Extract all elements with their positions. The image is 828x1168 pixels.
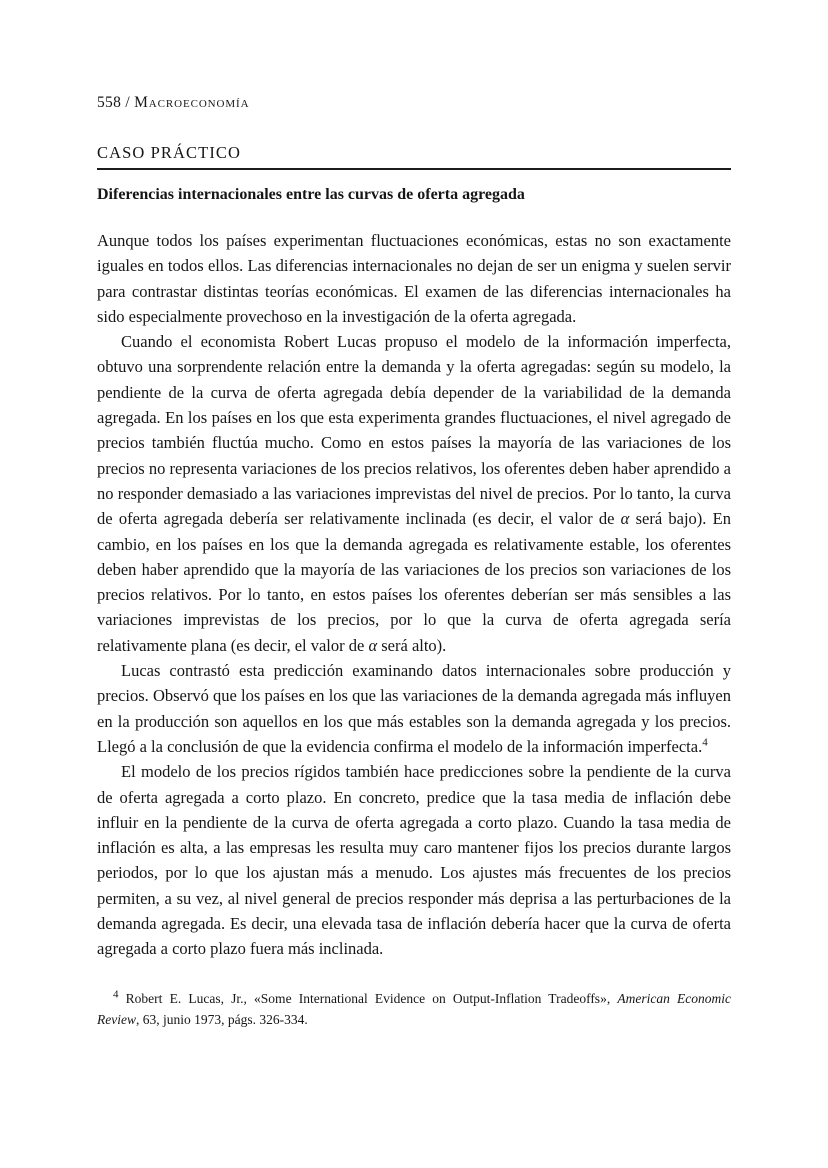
paragraph-text: Cuando el economista Robert Lucas propuso el modelo de la información imperfecta, obtuvo una sorprendente relación entre la demanda y la oferta agregadas: según su modelo, la pendiente de la curva de oferta agregada debía depender de la variabilidad de la demanda agregada. En los países en los que esta experimenta grandes fluctuaciones, el nivel agregado de precios también fluctúa mucho. Como en estos países la mayoría de las variaciones de los precios no representa variaciones de los precios relativos, los oferentes deben haber aprendido a no responder demasiado a las variaciones imprevistas del nivel de precios. Por lo tanto, la curva de oferta agregada debería ser relativamente inclinada (es decir, el valor de xyxy=(97,332,731,529)
footnote-number: 4 xyxy=(113,988,119,1001)
alpha-symbol: α xyxy=(620,509,630,529)
case-study-section xyxy=(97,144,731,962)
footnote-reference: 4 xyxy=(702,736,708,749)
running-head-separator: / xyxy=(121,94,135,111)
paragraph-text: será alto). xyxy=(377,635,447,655)
paragraph-text: Aunque todos los países experimentan fluctuaciones económicas, estas no son exactamente iguales en todos ellos. Las diferencias internacionales no dejan de ser un enigma y suelen servir para contrastar distintas teorías económicas. El examen de las diferencias internacionales ha sido especialmente provechoso en la investigación de la oferta agregada. xyxy=(97,231,731,326)
journal-title: American Economic Review xyxy=(97,990,731,1027)
footnote-citation: Robert E. Lucas, Jr., «Some International Evidence on Output-Inflation Tradeoffs», xyxy=(118,990,618,1006)
body-text xyxy=(97,228,731,962)
footnote-text xyxy=(97,988,731,1030)
book-title: Macroeconomía xyxy=(134,94,250,111)
paragraph-lucas-evidence xyxy=(97,658,731,759)
paragraph-text: será bajo). En cambio, en los países en los que la demanda agregada es relativamente estable, los oferentes deben haber aprendido que la mayoría de las variaciones de los precios son variaciones de los precios relativos. Por lo tanto, en estos países los oferentes deberían ser más sensibles a las variaciones imprevistas de los precios, por lo que la curva de oferta agregada sería relativamente plana (es decir, el valor de xyxy=(97,509,731,655)
page-number: 558 xyxy=(97,94,122,111)
footnote-citation-tail: , 63, junio 1973, págs. 326-334. xyxy=(135,1011,308,1027)
case-study-title: Diferencias internacionales entre las curvas de oferta agregada xyxy=(97,186,525,203)
case-study-heading: CASO PRÁCTICO xyxy=(97,144,731,170)
footnote xyxy=(97,988,731,1030)
paragraph-text: Lucas contrastó esta predicción examinando datos internacionales sobre producción y precios. Observó que los países en los que las variaciones de la demanda agregada más influyen en la producción son aquellos en los que más estables son la demanda agregada y los precios. Llegó a la conclusión de que la evidencia confirma el modelo de la información imperfecta. xyxy=(97,661,731,756)
alpha-symbol: α xyxy=(368,635,378,655)
paragraph-sticky-prices xyxy=(97,759,731,961)
paragraph-lucas-model xyxy=(97,329,731,658)
running-head xyxy=(97,93,731,112)
paragraph-text: El modelo de los precios rígidos también hace predicciones sobre la pendiente de la curva de oferta agregada a corto plazo. En concreto, predice que la tasa media de inflación debe influir en la pendiente de la curva de oferta agregada a corto plazo. Cuando la tasa media de inflación es alta, a las empresas les resulta muy caro mantener fijos los precios durante largos periodos, por lo que los ajustan más a menudo. Los ajustes más frecuentes de los precios permiten, a su vez, al nivel general de precios responder más deprisa a las perturbaciones de la demanda agregada. Es decir, una elevada tasa de inflación debería hacer que la curva de oferta agregada a corto plazo fuera más inclinada. xyxy=(97,762,731,959)
paragraph-intro xyxy=(97,228,731,329)
